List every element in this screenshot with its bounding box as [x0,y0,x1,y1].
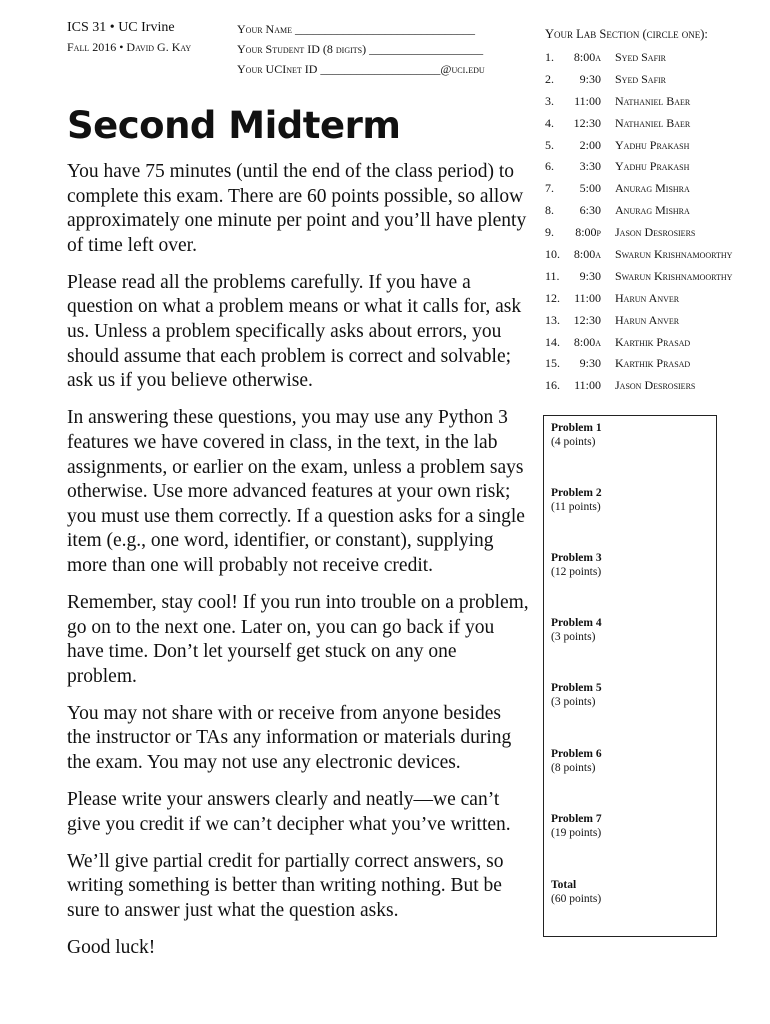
lab-section-time: 2:00 [579,137,601,152]
lab-section-row [545,335,770,357]
paragraph: Good luck! [67,937,156,959]
course-line: ICS 31 • UC Irvine [67,20,175,35]
lab-section-number: 13. [545,312,560,327]
problem-name: Problem 1 [551,422,602,434]
lab-section-number: 2. [545,71,554,86]
lab-section-row [545,72,770,94]
lab-section-number: 11. [545,268,560,283]
lab-section-ta: Swarun Krishnamoorthy [615,247,733,262]
paragraph: You may not share with or receive from anyone besides the instructor or TAs any information or materials during the exam. You may not use any electronic devices. [67,702,512,774]
lab-section-ta: Karthik Prasad [615,334,691,349]
lab-section-time: 3:30 [579,159,601,174]
lab-section-number: 15. [545,356,560,371]
lab-section-number: 12. [545,290,560,305]
lab-section-row [545,203,770,225]
lab-section-time: 8:00a [573,334,601,349]
lab-section-list [545,27,770,400]
name-field-line: Your Name ______________________________ [237,22,475,36]
lab-section-number: 1. [545,50,554,64]
problem-entry [551,487,602,513]
paragraph: We’ll give partial credit for partially correct answers, so writing something is better than writing nothing. But be sure to answer just what the question asks. [67,850,504,922]
ucinet-id-field-line: Your UCInet ID ____________________@uci.edu [237,62,485,76]
lab-section-time: 5:00 [579,181,601,196]
lab-section-row [545,94,770,116]
lab-section-time: 8:00a [573,247,601,262]
lab-section-ta: Jason Desrosiers [615,378,696,393]
lab-section-ta: Anurag Mishra [615,203,690,218]
lab-section-ta: Karthik Prasad [615,356,691,371]
lab-section-ta: Swarun Krishnamoorthy [615,268,733,283]
problem-points: (4 points) [551,436,596,448]
lab-section-number: 7. [545,181,554,196]
lab-section-number: 9. [545,225,554,240]
lab-section-ta: Anurag Mishra [615,181,690,196]
problem-name: Problem 7 [551,813,602,825]
lab-section-row [545,269,770,291]
lab-section-ta: Yadhu Prakash [615,137,690,152]
paragraph: In answering these questions, you may use any Python 3 features we have covered in class, in the text, in the lab assignments, or earlier on the exam, unless a problem says otherwise. Use more advanced features at your own risk; you must use them correctly. If a question asks for a single item (e.g., one word, identifier, or constant), supplying more than one will probably not receive credit. [67,407,525,576]
term-line: Fall 2016 • David G. Kay [67,40,192,54]
lab-section-number: 14. [545,334,560,349]
lab-section-number: 3. [545,93,554,108]
instructions [67,160,529,973]
lab-section-row [545,313,770,335]
lab-section-time: 12:30 [573,115,601,130]
lab-section-time: 11:00 [574,378,601,393]
lab-section-ta: Harun Anver [615,290,680,305]
problem-entry [551,617,602,643]
lab-section-ta: Yadhu Prakash [615,159,690,174]
lab-section-row [545,138,770,160]
problem-entry [551,682,602,708]
lab-section-number: 6. [545,159,554,174]
total-label: Total [551,879,577,891]
lab-section-number: 8. [545,203,554,218]
lab-section-time: 11:00 [574,93,601,108]
page-title: Second Midterm [67,104,401,147]
lab-section-ta: Syed Safir [615,71,667,86]
lab-section-number: 5. [545,137,554,152]
lab-section-ta: Jason Desrosiers [615,225,696,240]
lab-section-number: 16. [545,378,560,393]
lab-section-ta: Syed Safir [615,50,667,64]
lab-section-time: 8:00a [573,50,601,64]
lab-section-row [545,356,770,378]
problem-entry [551,748,602,774]
problem-points: (19 points) [551,827,602,839]
problem-entry [551,813,602,839]
paragraph: You have 75 minutes (until the end of the class period) to complete this exam. There are 60 points possible, so allow approximately one minute per point and you’ll have plenty of time left over. [67,161,527,256]
problem-points: (3 points) [551,696,596,708]
problem-name: Problem 6 [551,748,602,760]
lab-section-title: Your Lab Section (circle one): [545,27,708,41]
lab-section-row [545,50,770,72]
paragraph: Please read all the problems carefully. If you have a question on what a problem means or what it calls for, ask us. Unless a problem specifically asks about errors, you should assume that each problem is correct and solvable; ask us if you believe otherwise. [67,271,522,392]
lab-section-row [545,159,770,181]
problem-name: Problem 4 [551,617,602,629]
total-entry [551,879,601,905]
lab-section-row [545,378,770,400]
problem-points: (3 points) [551,631,596,643]
problem-name: Problem 3 [551,552,602,564]
lab-section-row [545,181,770,203]
lab-section-time: 9:30 [579,356,601,371]
lab-section-number: 4. [545,115,554,130]
problem-points: (12 points) [551,566,602,578]
lab-section-row [545,247,770,269]
lab-section-time: 8:00p [575,225,601,240]
problem-name: Problem 2 [551,487,602,499]
lab-section-row [545,116,770,138]
lab-section-ta: Nathaniel Baer [615,93,691,108]
problem-entry [551,422,602,448]
lab-section-ta: Nathaniel Baer [615,115,691,130]
problem-entry [551,552,602,578]
lab-section-time: 9:30 [579,71,601,86]
total-points: (60 points) [551,893,602,905]
lab-section-row [545,291,770,313]
lab-section-time: 9:30 [579,268,601,283]
problem-points: (11 points) [551,501,601,513]
paragraph: Please write your answers clearly and neatly—we can’t give you credit if we can’t decipher what you’ve written. [67,789,511,835]
problem-name: Problem 5 [551,682,602,694]
lab-section-time: 11:00 [574,290,601,305]
lab-section-number: 10. [545,247,560,262]
points-box [543,415,717,937]
student-id-field-line: Your Student ID (8 digits) ___________________ [237,42,484,56]
lab-section-ta: Harun Anver [615,312,680,327]
lab-section-time: 12:30 [573,312,601,327]
lab-section-row [545,225,770,247]
paragraph: Remember, stay cool! If you run into trouble on a problem, go on to the next one. Later on, you can go back if you have time. Don’t let yourself get stuck on any one problem. [67,592,529,687]
problem-points: (8 points) [551,762,596,774]
lab-section-time: 6:30 [579,203,601,218]
